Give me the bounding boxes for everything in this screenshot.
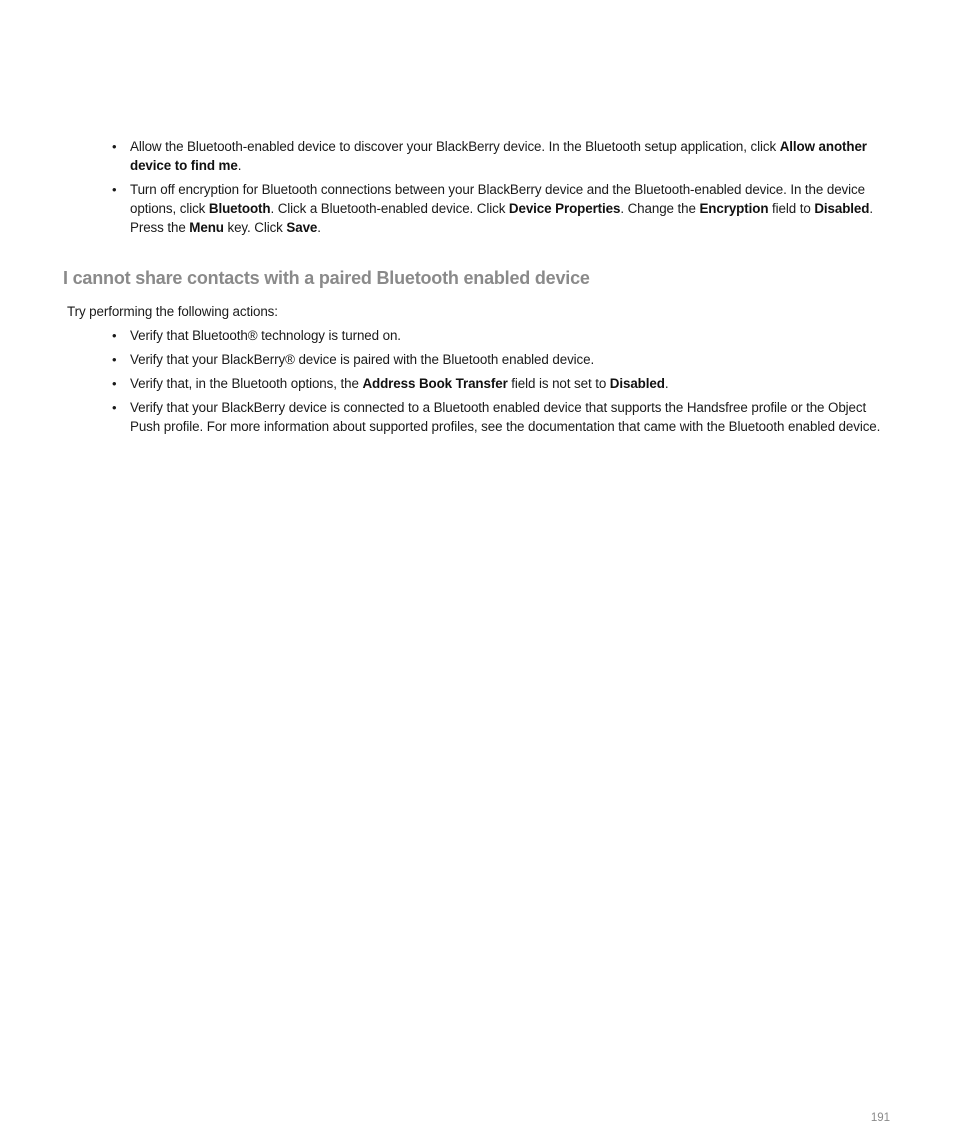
list-item-text: . Click a Bluetooth-enabled device. Click xyxy=(270,201,509,216)
ui-term: Encryption xyxy=(699,201,769,216)
ui-term: Address Book Transfer xyxy=(362,376,508,391)
list-item-text: Verify that Bluetooth® technology is turned on. xyxy=(130,328,401,343)
ui-term: Bluetooth xyxy=(208,201,271,216)
list-item-text: . xyxy=(237,158,242,173)
top-bullet-list xyxy=(112,137,894,242)
list-item-text: Verify that your BlackBerry® device is paired with the Bluetooth enabled device. xyxy=(130,352,595,367)
ui-term: Disabled xyxy=(609,376,665,391)
action-bullet-list xyxy=(112,326,894,441)
list-item-text: field is not set to xyxy=(507,376,610,391)
bullet-marker: • xyxy=(112,376,117,391)
list-item xyxy=(112,326,894,345)
section-intro: Try performing the following actions: xyxy=(67,304,278,319)
list-item-text: . Press the xyxy=(130,201,873,235)
list-item-text: field to xyxy=(768,201,815,216)
list-item-text: key. Click xyxy=(223,220,287,235)
section-heading: I cannot share contacts with a paired Bluetooth enabled device xyxy=(63,268,590,288)
bullet-marker: • xyxy=(112,328,117,343)
list-item-text: Allow the Bluetooth-enabled device to discover your BlackBerry device. In the Bluetooth setup application, click xyxy=(130,139,780,154)
list-item xyxy=(112,374,894,393)
bullet-marker: • xyxy=(112,139,117,154)
ui-term: Menu xyxy=(189,220,224,235)
list-item-text: . xyxy=(317,220,321,235)
list-item xyxy=(112,398,894,436)
ui-term: Disabled xyxy=(814,201,870,216)
bullet-marker: • xyxy=(112,352,117,367)
list-item-text: Verify that your BlackBerry device is connected to a Bluetooth enabled device that supports the Handsfree profile or the Object Push profile. For more information about supported profiles, see the documentation that came with the Bluetooth enabled device. xyxy=(130,400,881,434)
list-item xyxy=(112,350,894,369)
page-number: 191 xyxy=(870,1112,890,1124)
list-item-text: Turn off encryption for Bluetooth connections between your BlackBerry device and the Bluetooth-enabled device. In the device options, click xyxy=(130,182,865,216)
list-item-text: . Change the xyxy=(620,201,700,216)
list-item xyxy=(112,137,894,175)
ui-term: Allow another device to find me xyxy=(130,139,867,173)
list-item-text: . xyxy=(664,376,669,391)
bullet-marker: • xyxy=(112,400,117,415)
list-item xyxy=(112,180,894,237)
bullet-marker: • xyxy=(112,182,117,197)
ui-term: Save xyxy=(286,220,318,235)
ui-term: Device Properties xyxy=(508,201,621,216)
list-item-text: Verify that, in the Bluetooth options, the xyxy=(130,376,363,391)
